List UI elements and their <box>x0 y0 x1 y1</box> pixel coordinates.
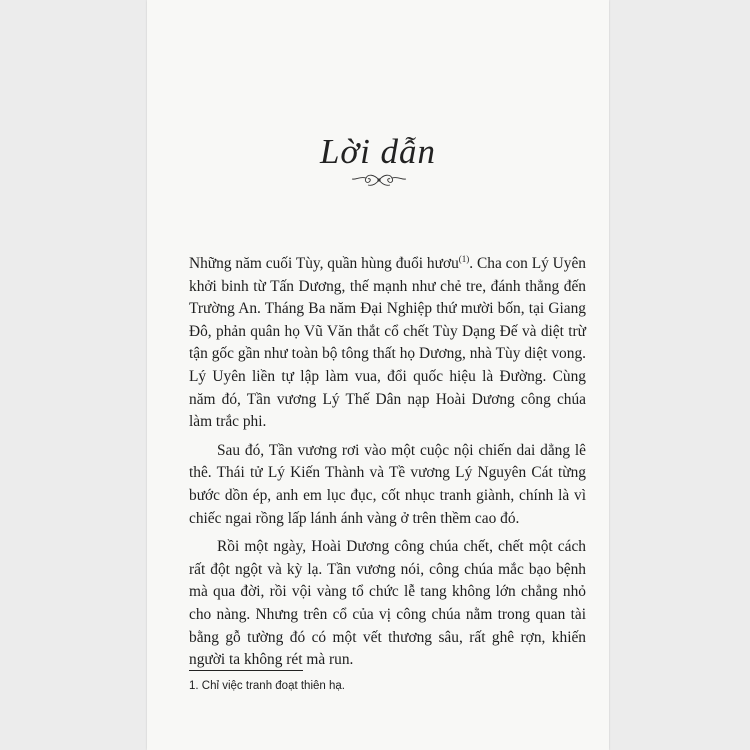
footnote-divider <box>189 670 303 671</box>
book-page <box>147 0 609 750</box>
paragraph-2: Sau đó, Tần vương rơi vào một cuộc nội chiến dai dẳng lê thê. Thái tử Lý Kiến Thành và Tề vương Lý Nguyên Cát từng bước dồn ép, anh em lục đục, cốt nhục tranh giành, chính là vì chiếc ngai rồng lấp lánh ánh vàng ở trên thềm cao đó. <box>189 441 586 527</box>
chapter-title: Lời dẫn <box>319 132 437 171</box>
footnote: 1. Chỉ việc tranh đoạt thiên hạ. <box>189 680 345 692</box>
body-text <box>189 253 586 672</box>
flourish-ornament-icon <box>350 172 408 188</box>
footnote-reference[interactable]: (1) <box>458 253 470 264</box>
paragraph-3: Rồi một ngày, Hoài Dương công chúa chết, chết một cách rất đột ngột và kỳ lạ. Tần vương nói, công chúa mắc bạo bệnh mà qua đời, rồi vội vàng tổ chức lễ tang không lớn chẳng nhỏ cho nàng. Nhưng trên cổ của vị công chúa nằm trong quan tài bằng gỗ tường đó có một vết thương sâu, rất ghê rợn, khiến người ta không rét mà run. <box>189 538 586 669</box>
paragraph-1: Những năm cuối Tùy, quần hùng đuổi hươu$^{(1)}$. Cha con Lý Uyên khởi binh từ Tấn Dương, thế mạnh như chẻ tre, đánh thẳng đến Trường An. Tháng Ba năm Đại Nghiệp thứ mười bốn, tại Giang Đô, phản quân họ Vũ Văn thắt cổ chết Tùy Dạng Đế và diệt trừ tận gốc gần như toàn bộ tông thất họ Dương, nhà Tùy diệt vong. Lý Uyên liền tự lập làm vua, đổi quốc hiệu là Đường. Cùng năm đó, Tần vương Lý Thế Dân nạp Hoài Dương công chúa làm trắc phi. <box>189 253 586 431</box>
